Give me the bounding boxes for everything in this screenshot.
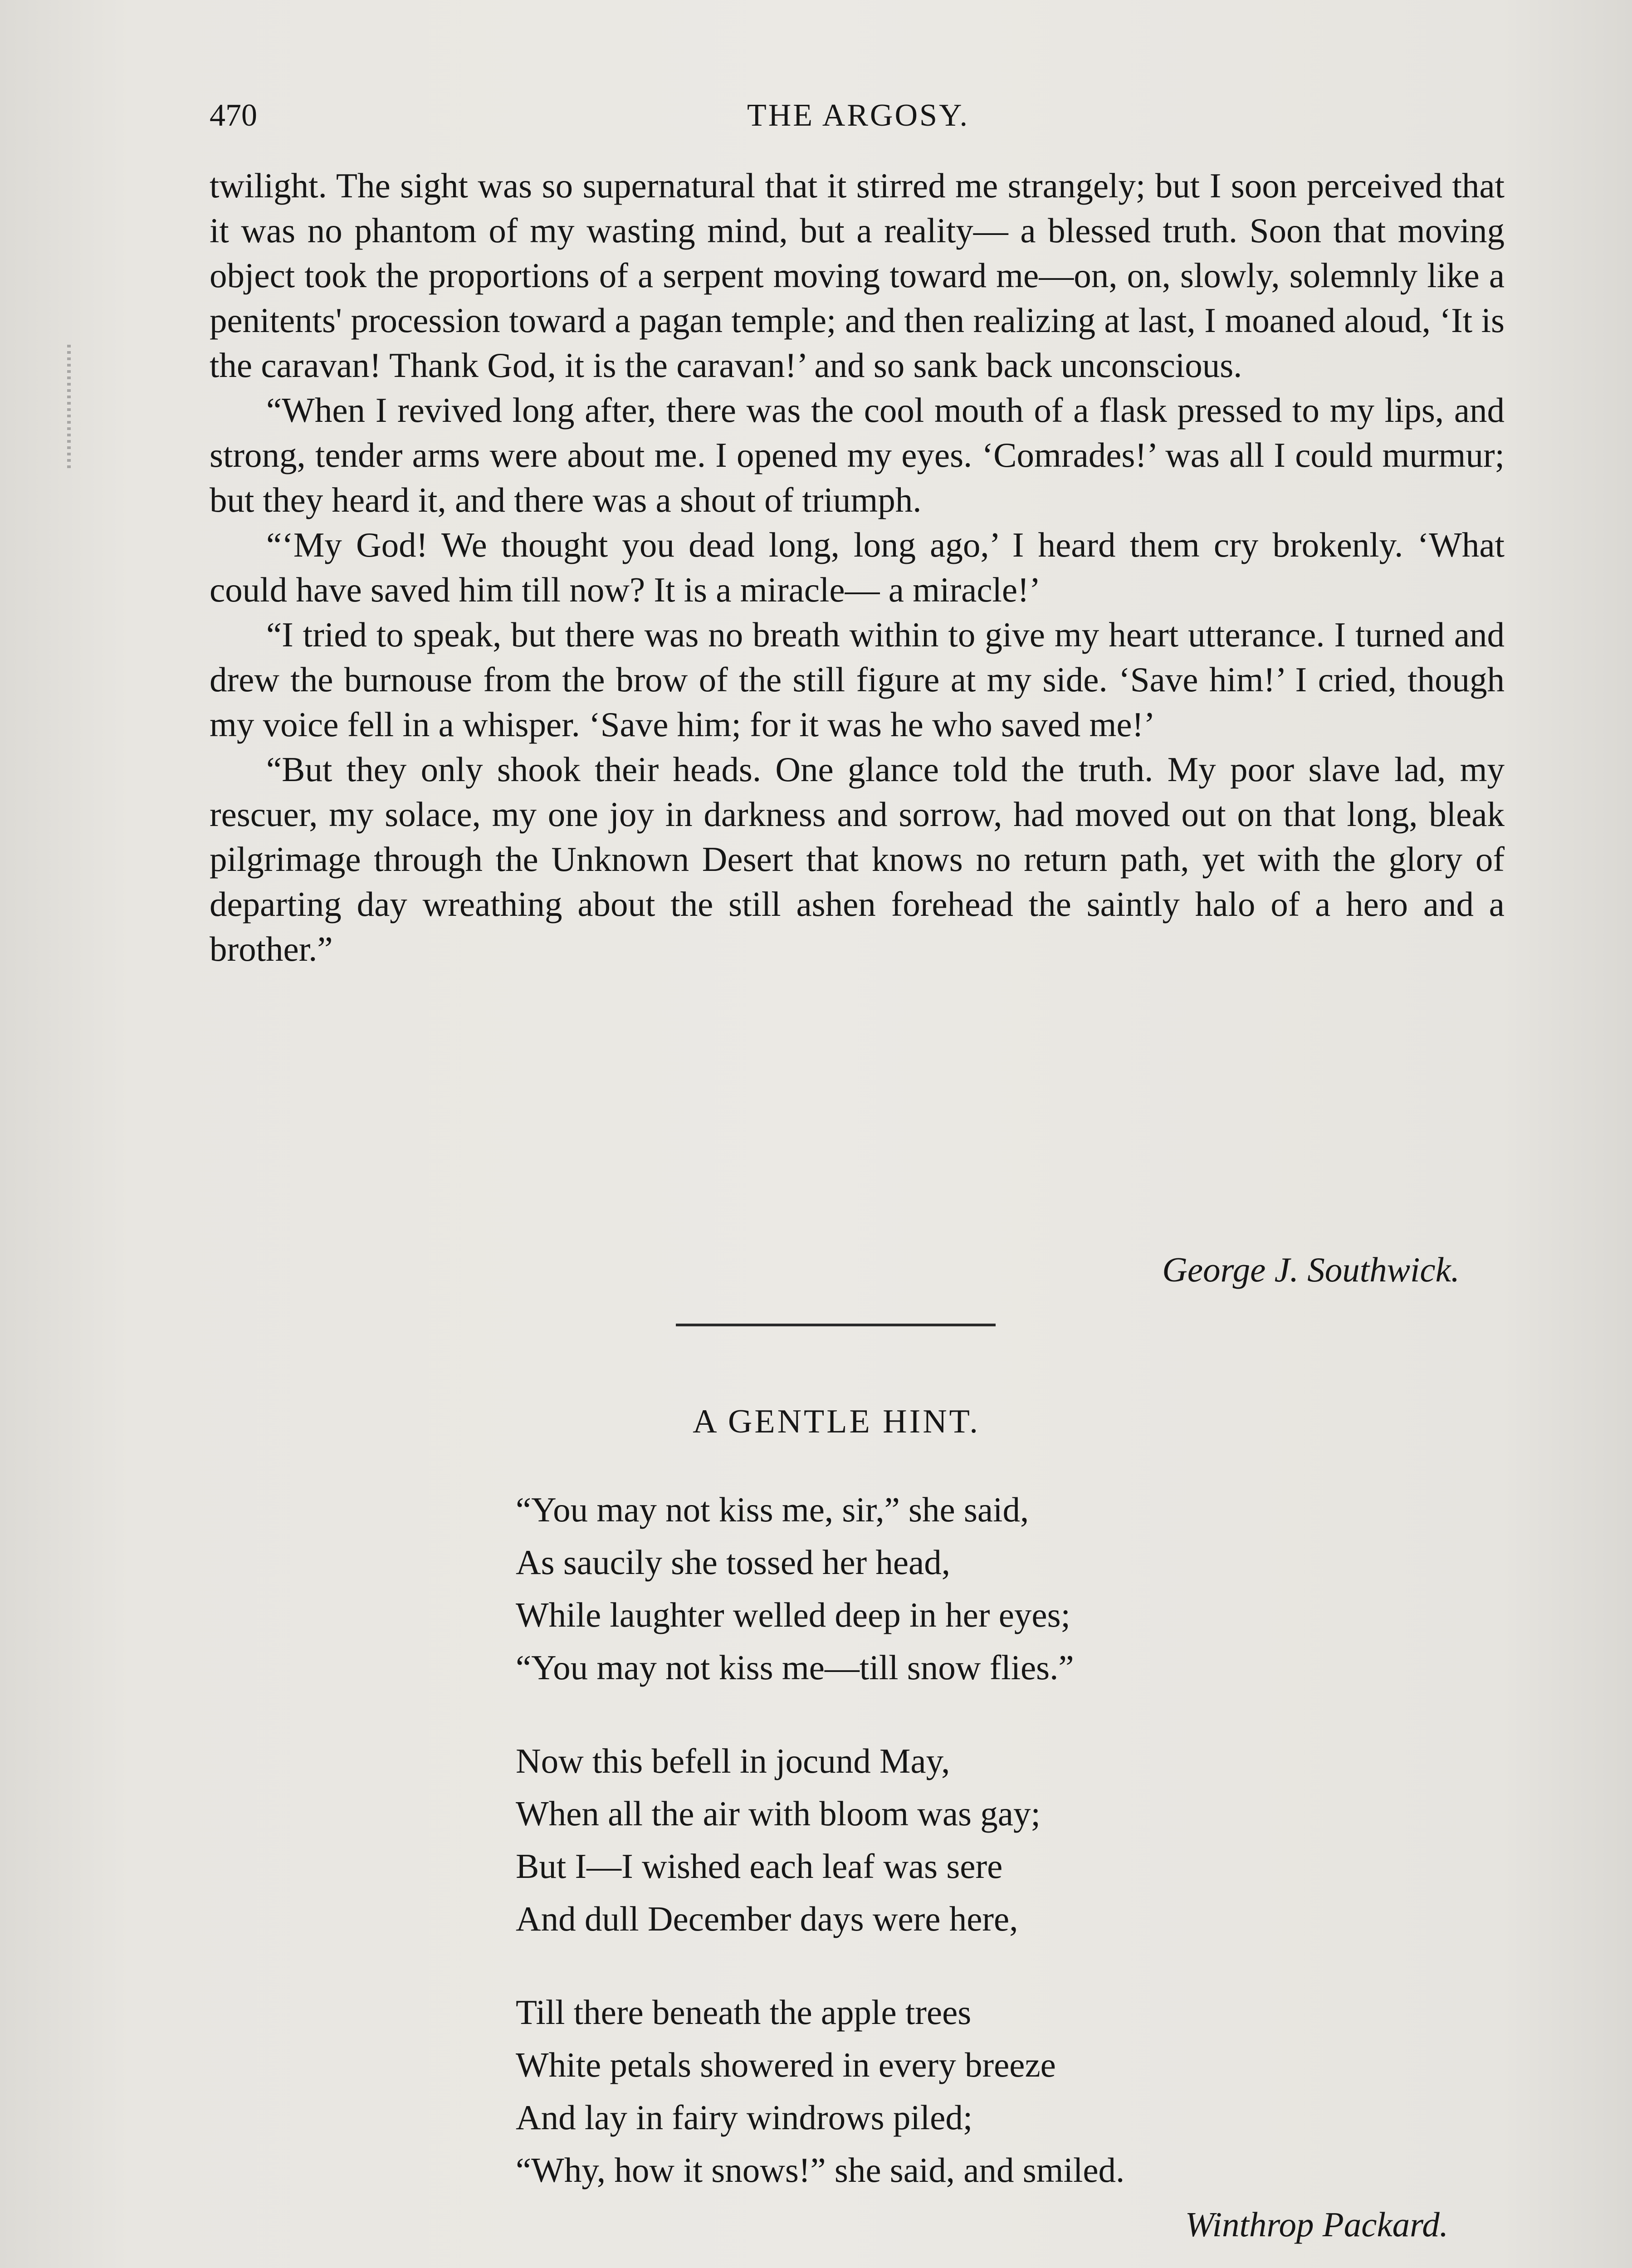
poem-title: A GENTLE HINT. (693, 1403, 980, 1440)
poem-line: And lay in fairy windrows piled; (516, 2098, 973, 2137)
poem-author-signature: Winthrop Packard. (1185, 2205, 1448, 2244)
poem-line: When all the air with bloom was gay; (516, 1794, 1041, 1833)
running-title: THE ARGOSY. (747, 98, 969, 133)
story-paragraph: twilight. The sight was so supernatural that it stirred me strangely; but I soon perceived that it was no phantom of my wasting mind, but a reality— a blessed truth. Soon that moving object took the proportions of a serpent moving toward me—on, on, slowly, solemnly like a penitents' procession toward a pagan temple; and then realizing at last, I moaned aloud, ‘It is the caravan! Thank God, it is the caravan!’ and so sank back unconscious. (210, 166, 1505, 385)
poem-stanza (516, 1986, 1124, 2196)
story-author-signature: George J. Southwick. (1162, 1250, 1460, 1289)
poem-body (516, 1483, 1124, 2237)
story-text (210, 163, 1505, 972)
poem-line: Till there beneath the apple trees (516, 1993, 972, 2032)
poem-line: White petals showered in every breeze (516, 2045, 1056, 2084)
poem-stanza (516, 1735, 1124, 1945)
poem-line: While laughter welled deep in her eyes; (516, 1595, 1070, 1634)
poem-line: “You may not kiss me, sir,” she said, (516, 1490, 1029, 1529)
poem-line: But I—I wished each leaf was sere (516, 1847, 1003, 1886)
page-number: 470 (210, 98, 257, 133)
story-paragraph: “I tried to speak, but there was no breath within to give my heart utterance. I turned and drew the burnouse from the brow of the still figure at my side. ‘Save him!’ I cried, though my voice fell in a whisper. ‘Save him; for it was he who saved me!’ (210, 615, 1505, 744)
poem-line: “Why, how it snows!” she said, and smiled. (516, 2151, 1125, 2190)
poem-stanza (516, 1483, 1124, 1694)
story-paragraph: “But they only shook their heads. One glance told the truth. My poor slave lad, my rescuer, my solace, my one joy in darkness and sorrow, had moved out on that long, bleak pilgrimage through the Unknown Desert that knows no return path, yet with the glory of departing day wreathing about the still ashen forehead the saintly halo of a hero and a brother.” (210, 750, 1505, 968)
section-divider-rule (676, 1324, 996, 1326)
page-header (210, 98, 1507, 138)
poem-line: “You may not kiss me—till snow flies.” (516, 1648, 1074, 1687)
margin-stamp-mark (67, 345, 71, 472)
poem-line: And dull December days were here, (516, 1899, 1018, 1938)
story-paragraph: “‘My God! We thought you dead long, long ago,’ I heard them cry brokenly. ‘What could have saved him till now? It is a miracle— a miracle!’ (210, 525, 1505, 609)
poem-line: As saucily she tossed her head, (516, 1543, 950, 1582)
poem-line: Now this befell in jocund May, (516, 1741, 950, 1780)
story-paragraph: “When I revived long after, there was the cool mouth of a flask pressed to my lips, and strong, tender arms were about me. I opened my eyes. ‘Comrades!’ was all I could murmur; but they heard it, and there was a shout of triumph. (210, 391, 1505, 519)
